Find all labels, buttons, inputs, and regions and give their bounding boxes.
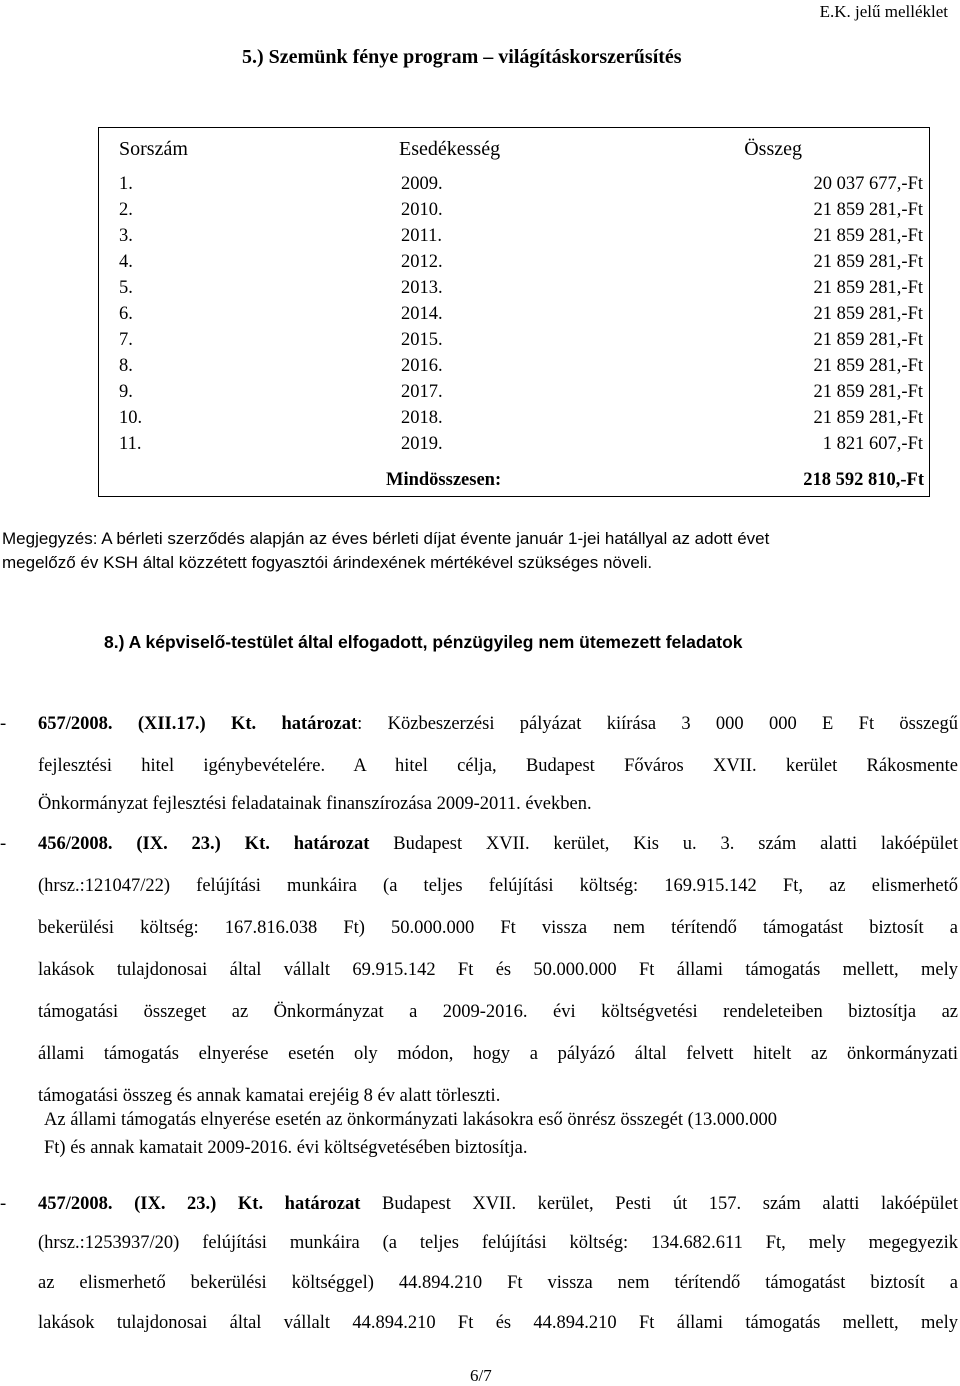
item-line: 457/2008. (IX. 23.) Kt. határozat Budapest XVII. kerület, Pesti út 157. szám alatti lakóépület <box>38 1194 958 1214</box>
item-line: lakások tulajdonosai által vállalt 44.894.210 Ft és 44.894.210 Ft állami támogatás mellett, mely <box>38 1313 958 1333</box>
list-dash: - <box>0 1194 7 1214</box>
item-line: 657/2008. (XII.17.) Kt. határozat: Közbeszerzési pályázat kiírása 3 000 000 E Ft összegű <box>38 714 958 734</box>
item-line: 456/2008. (IX. 23.) Kt. határozat Budapest XVII. kerület, Kis u. 3. szám alatti lakóépület <box>38 834 958 854</box>
item-line: állami támogatás elnyerése esetén oly módon, hogy a pályázó által felvett hitelt az önkormányzati <box>38 1044 958 1064</box>
inset-line: Az állami támogatás elnyerése esetén az önkormányzati lakásokra eső önrész összegét (13.000.000 <box>44 1110 778 1130</box>
item-line: fejlesztési hitel igénybevételére. A hitel célja, Budapest Főváros XVII. kerület Rákosmente <box>38 756 958 776</box>
item-line: Önkormányzat fejlesztési feladatainak finanszírozása 2009-2011. években. <box>38 794 592 814</box>
note-line: Megjegyzés: A bérleti szerződés alapján az éves bérleti díjat évente január 1-jei hatállyal az adott évet <box>2 529 770 548</box>
page-number: 6/7 <box>470 1366 492 1385</box>
note-line: megelőző év KSH által közzétett fogyasztói árindexének mértékével szükséges növeli. <box>2 553 653 572</box>
resolution-item <box>0 710 958 814</box>
item-line: lakások tulajdonosai által vállalt 69.915.142 Ft és 50.000.000 Ft állami támogatás mellett, mely <box>38 960 958 980</box>
item-line: (hrsz.:121047/22) felújítási munkáira (a teljes felújítási költség: 169.915.142 Ft, az elismerhető <box>38 876 958 896</box>
list-dash: - <box>0 714 7 734</box>
resolution-item <box>0 1190 958 1350</box>
note <box>2 527 960 575</box>
resolution-ref: 456/2008. (IX. 23.) Kt. határozat <box>38 834 370 854</box>
inset-paragraph <box>44 1106 958 1166</box>
section-title: 5.) Szemünk fénye program – világításkorszerűsítés <box>242 46 682 68</box>
inset-line: Ft) és annak kamatait 2009-2016. évi költségvetésében biztosítja. <box>44 1138 528 1158</box>
header-amount: Összeg <box>744 138 802 160</box>
item-line: támogatási összeget az Önkormányzat a 2009-2016. évi költségvetési rendeleteiben biztosítja az <box>38 1002 958 1022</box>
payment-table: Sorszám Esedékesség Összeg 1. 2009. 20 037 677,-Ft 2. 2010. 21 859 281,-Ft 3. 2011. 21 859 281,-Ft 4. 2012. 21 859 281,-Ft 5. 2013. 21 859 281,-Ft 6. 2014. 21 859 281,-Ft 7. 2015. 21 859 281,-Ft 8. 2016. 21 859 281,-Ft 9. 2017. 21 859 281,-Ft 10. 2018. 21 859 281,-Ft 11. 2019. 1 821 607,-Ft Mindösszesen: 218 592 810,-Ft <box>98 127 930 497</box>
item-line: bekerülési költség: 167.816.038 Ft) 50.000.000 Ft vissza nem térítendő támogatást biztosít a <box>38 918 958 938</box>
item-line: támogatási összeg és annak kamatai erejéig 8 év alatt törleszti. <box>38 1086 501 1106</box>
resolution-item <box>0 830 958 1130</box>
item-line: az elismerhető bekerülési költséggel) 44.894.210 Ft vissza nem térítendő támogatást biztosít a <box>38 1273 958 1293</box>
total-value: 218 592 810,-Ft <box>803 470 924 490</box>
resolution-ref: 657/2008. (XII.17.) Kt. határozat <box>38 714 358 734</box>
list-dash: - <box>0 834 7 854</box>
item-line: (hrsz.:1253937/20) felújítási munkáira (a teljes felújítási költség: 134.682.611 Ft, mely megegyezik <box>38 1233 958 1253</box>
header-due: Esedékesség <box>399 138 501 160</box>
resolution-ref: 457/2008. (IX. 23.) Kt. határozat <box>38 1194 361 1214</box>
annex-label: E.K. jelű melléklet <box>819 2 948 21</box>
section8-title: 8.) A képviselő-testület által elfogadott, pénzügyileg nem ütemezett feladatok <box>104 632 743 652</box>
header-index: Sorszám <box>119 138 188 160</box>
total-label: Mindösszesen: <box>386 470 502 490</box>
